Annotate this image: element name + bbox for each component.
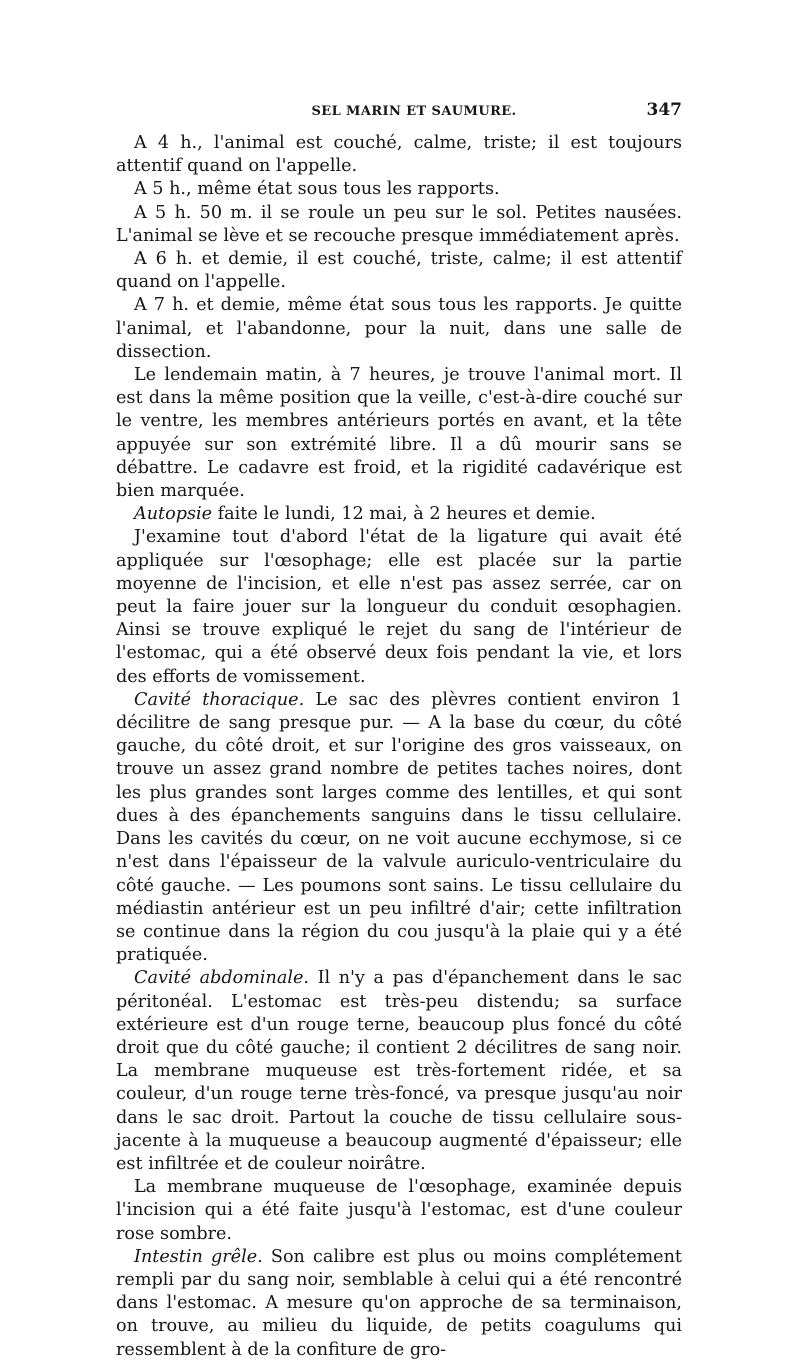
- paragraph: A 5 h., même état sous tous les rapports.: [134, 179, 500, 200]
- section-heading: Intestin grêle.: [134, 1246, 263, 1267]
- paragraph: Autopsie faite le lundi, 12 mai, à 2 heures et demie.: [134, 504, 596, 525]
- paragraph: Cavité thoracique. Le sac des plèvres contient environ 1 décilitre de sang presque pur. — A la base du cœur, du côté gauche, du côté droit, et sur l'origine des gros vaisseaux, on trouve un assez grand nombre de petites taches noires, dont les plus grandes sont larges comme des lentilles, et qui sont dues à des épanchements sanguins dans le tissu cellulaire. Dans les cavités du cœur, on ne voit aucune ecchymose, si ce n'est dans l'épaisseur de la valvule auriculo-ventriculaire du côté gauche. — Les poumons sont sains. Le tissu cellulaire du médiastin antérieur est un peu infiltré d'air; cette infiltration se continue dans la région du cou jusqu'à la plaie qui y a été pratiquée.: [116, 689, 682, 966]
- paragraph: J'examine tout d'abord l'état de la ligature qui avait été appliquée sur l'œsophage; elle est placée sur la partie moyenne de l'incision, et elle n'est pas assez serrée, car on peut la faire jouer sur la longueur du conduit œsophagien. Ainsi se trouve expliqué le rejet du sang de l'intérieur de l'estomac, qui a été observé deux fois pendant la vie, et lors des efforts de vomissement.: [116, 527, 682, 687]
- section-heading: Cavité thoracique.: [134, 689, 305, 710]
- paragraph: A 7 h. et demie, même état sous tous les rapports. Je quitte l'animal, et l'abandonne, pour la nuit, dans une salle de dissection.: [116, 295, 682, 362]
- paragraph: Le lendemain matin, à 7 heures, je trouve l'animal mort. Il est dans la même position que la veille, c'est-à-dire couché sur le ventre, les membres antérieurs portés en avant, et la tête appuyée sur son extrémité libre. Il a dû mourir sans se débattre. Le cadavre est froid, et la rigidité cadavérique est bien marquée.: [116, 365, 682, 502]
- section-heading: Autopsie: [134, 504, 213, 525]
- paragraph: Cavité abdominale. Il n'y a pas d'épanchement dans le sac péritonéal. L'estomac est très-peu distendu; sa surface extérieure est d'un rouge terne, beaucoup plus foncé du côté droit que du côté gauche; il contient 2 décilitres de sang noir. La membrane muqueuse est très-fortement ridée, et sa couleur, d'un rouge terne très-foncé, va presque jusqu'au noir dans le sac droit. Partout la couche de tissu cellulaire sous-jacente à la muqueuse a beaucoup augmenté d'épaisseur; elle est infiltrée et de couleur noirâtre.: [116, 968, 682, 1174]
- paragraph: Intestin grêle. Son calibre est plus ou moins complétement rempli par du sang noir, semblable à celui qui a été rencontré dans l'estomac. A mesure qu'on approche de sa terminaison, on trouve, au milieu du liquide, de petits coagulums qui ressemblent à de la confiture de gro-: [116, 1246, 682, 1360]
- section-heading: Cavité abdominale.: [134, 968, 309, 989]
- paragraph: La membrane muqueuse de l'œsophage, examinée depuis l'incision qui a été faite jusqu'à l'estomac, est d'une couleur rose sombre.: [116, 1177, 682, 1244]
- paragraph: A 5 h. 50 m. il se roule un peu sur le sol. Petites nausées. L'animal se lève et se recouche presque immédiatement après.: [116, 202, 682, 246]
- running-title: SEL MARIN ET SAUMURE.: [311, 104, 517, 119]
- paragraph: A 6 h. et demie, il est couché, triste, calme; il est attentif quand on l'appelle.: [116, 249, 682, 293]
- running-head: [116, 100, 682, 128]
- paragraph: A 4 h., l'animal est couché, calme, triste; il est toujours attentif quand on l'appelle.: [116, 133, 682, 177]
- page-number: 347: [646, 100, 682, 120]
- body-text: [116, 132, 682, 1362]
